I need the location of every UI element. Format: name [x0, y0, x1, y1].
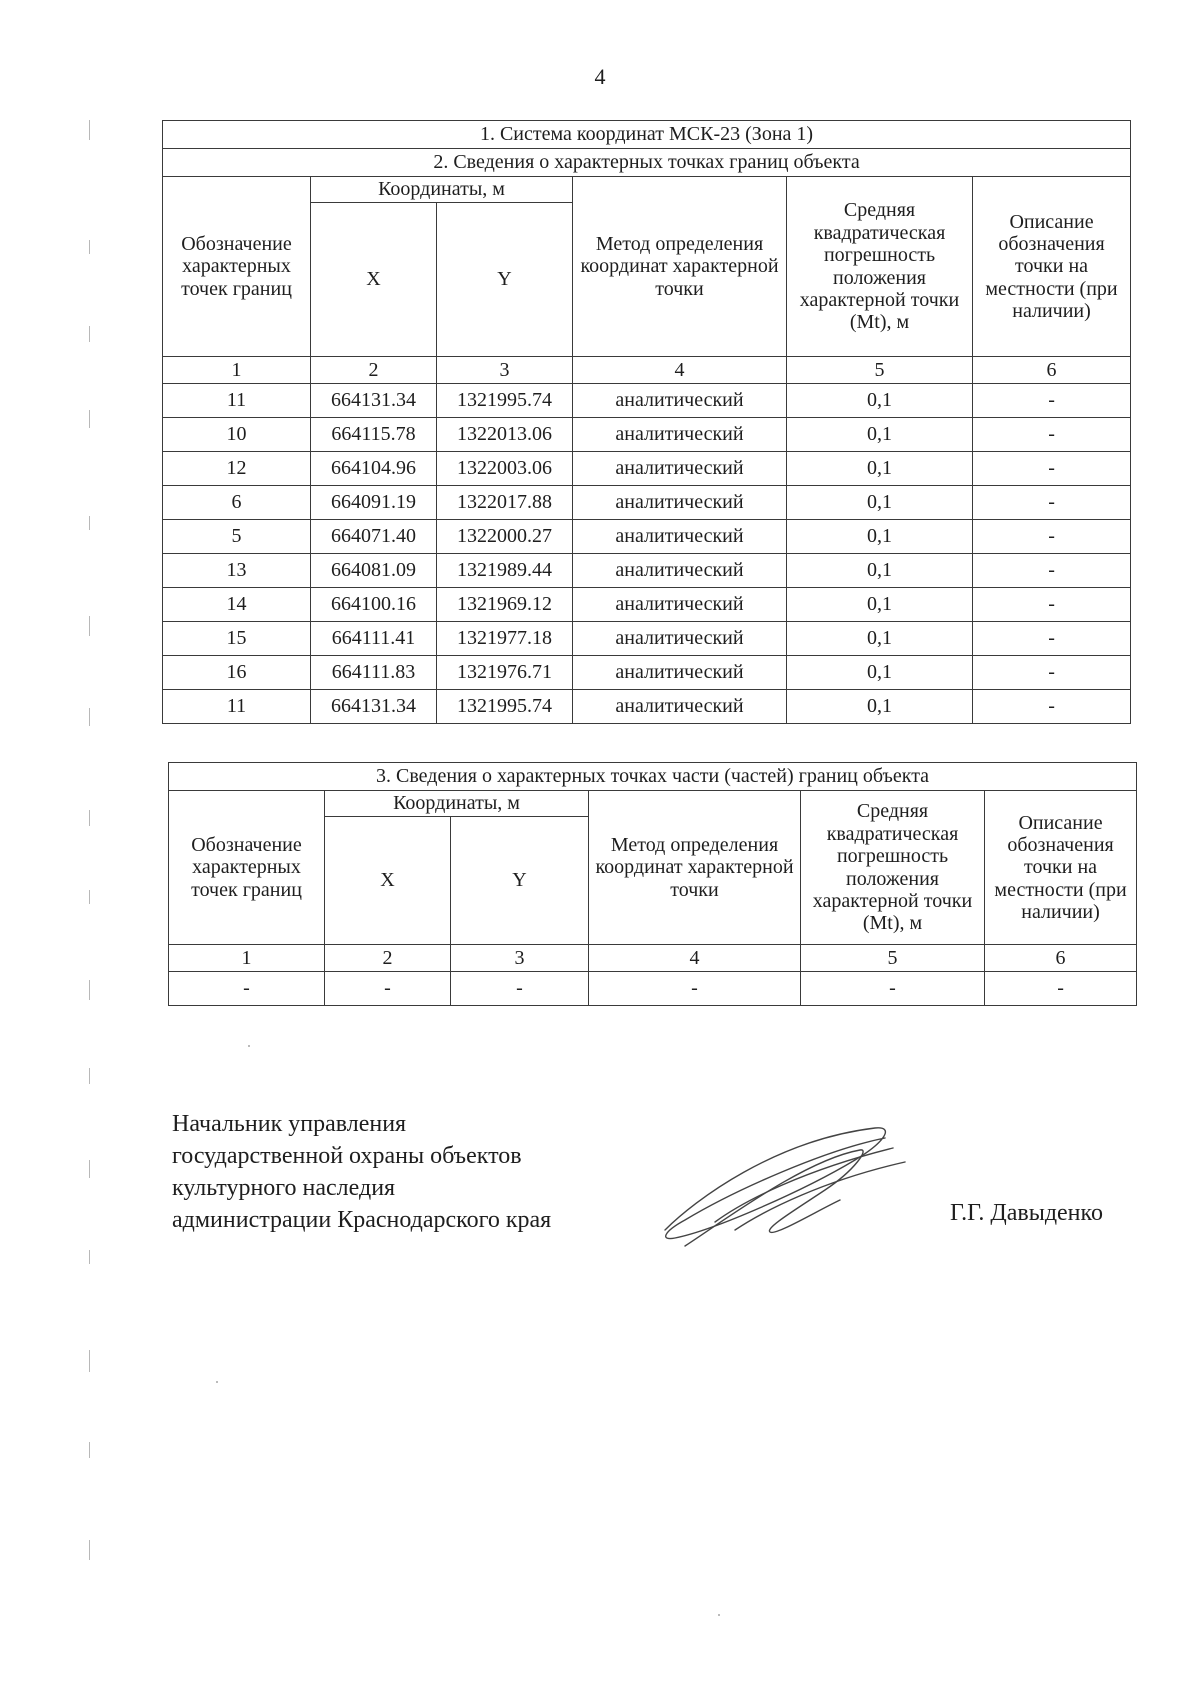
table-row	[163, 588, 1131, 622]
point-method: аналитический	[573, 520, 787, 554]
boundary-points-table	[162, 120, 1131, 724]
point-description: -	[973, 452, 1131, 486]
point-description: -	[973, 520, 1131, 554]
point-error: 0,1	[787, 452, 973, 486]
part-point-method: -	[589, 972, 801, 1006]
table-row	[163, 520, 1131, 554]
header-y: Y	[437, 203, 573, 357]
signatory-title	[172, 1108, 551, 1236]
point-description: -	[973, 554, 1131, 588]
header-method: Метод определения координат характерной точки	[573, 177, 787, 357]
column-number: 5	[801, 945, 985, 972]
point-id: 6	[163, 486, 311, 520]
column-number: 1	[163, 357, 311, 384]
table-row	[169, 972, 1137, 1006]
header-method: Метод определения координат характерной точки	[589, 791, 801, 945]
point-method: аналитический	[573, 452, 787, 486]
point-y: 1322000.27	[437, 520, 573, 554]
point-id: 15	[163, 622, 311, 656]
point-id: 14	[163, 588, 311, 622]
part-boundary-points-table	[168, 762, 1137, 1006]
table-row	[163, 384, 1131, 418]
column-number: 5	[787, 357, 973, 384]
point-x: 664115.78	[311, 418, 437, 452]
point-id: 5	[163, 520, 311, 554]
point-y: 1321977.18	[437, 622, 573, 656]
table-row	[163, 486, 1131, 520]
column-number: 1	[169, 945, 325, 972]
column-number: 4	[589, 945, 801, 972]
point-id: 11	[163, 690, 311, 724]
scan-speck	[216, 1381, 218, 1383]
scan-speck	[718, 1614, 720, 1616]
point-method: аналитический	[573, 418, 787, 452]
point-x: 664131.34	[311, 384, 437, 418]
point-error: 0,1	[787, 588, 973, 622]
table-row	[163, 554, 1131, 588]
point-id: 13	[163, 554, 311, 588]
column-number: 6	[973, 357, 1131, 384]
part-point-description: -	[985, 972, 1137, 1006]
point-y: 1321989.44	[437, 554, 573, 588]
header-coordinates: Координаты, м	[311, 177, 573, 203]
header-designation: Обозначение характерных точек границ	[169, 791, 325, 945]
section1-title: 1. Система координат МСК-23 (Зона 1)	[163, 121, 1131, 149]
point-x: 664111.83	[311, 656, 437, 690]
point-description: -	[973, 486, 1131, 520]
point-error: 0,1	[787, 384, 973, 418]
point-x: 664071.40	[311, 520, 437, 554]
table-row	[163, 418, 1131, 452]
point-y: 1321969.12	[437, 588, 573, 622]
column-number: 3	[437, 357, 573, 384]
point-description: -	[973, 418, 1131, 452]
point-description: -	[973, 588, 1131, 622]
part-point-x: -	[325, 972, 451, 1006]
column-number: 2	[311, 357, 437, 384]
header-y: Y	[451, 817, 589, 945]
point-method: аналитический	[573, 656, 787, 690]
table-row	[163, 656, 1131, 690]
point-error: 0,1	[787, 690, 973, 724]
point-method: аналитический	[573, 622, 787, 656]
point-x: 664104.96	[311, 452, 437, 486]
point-y: 1322003.06	[437, 452, 573, 486]
point-error: 0,1	[787, 520, 973, 554]
point-error: 0,1	[787, 418, 973, 452]
point-description: -	[973, 690, 1131, 724]
section3-title: 3. Сведения о характерных точках части (частей) границ объекта	[169, 763, 1137, 791]
signatory-title-line: Начальник управления	[172, 1111, 407, 1137]
part-point-y: -	[451, 972, 589, 1006]
point-y: 1321995.74	[437, 384, 573, 418]
table-row	[163, 452, 1131, 486]
signatory-title-line: администрации Краснодарского края	[172, 1207, 552, 1233]
handwritten-signature	[655, 1120, 915, 1260]
point-y: 1321995.74	[437, 690, 573, 724]
point-description: -	[973, 622, 1131, 656]
header-error: Средняя квадратическая погрешность положения характерной точки (Mt), м	[801, 791, 985, 945]
binding-margin-marks	[89, 120, 92, 1600]
signatory-name: Г.Г. Давыденко	[950, 1200, 1103, 1226]
point-error: 0,1	[787, 622, 973, 656]
point-x: 664100.16	[311, 588, 437, 622]
point-id: 11	[163, 384, 311, 418]
header-x: X	[311, 203, 437, 357]
point-error: 0,1	[787, 486, 973, 520]
column-number-row	[163, 357, 1131, 384]
point-x: 664111.41	[311, 622, 437, 656]
point-id: 10	[163, 418, 311, 452]
point-y: 1322017.88	[437, 486, 573, 520]
point-description: -	[973, 384, 1131, 418]
column-number: 4	[573, 357, 787, 384]
point-method: аналитический	[573, 486, 787, 520]
column-number: 2	[325, 945, 451, 972]
point-method: аналитический	[573, 384, 787, 418]
section2-title: 2. Сведения о характерных точках границ объекта	[163, 149, 1131, 177]
table-row	[163, 622, 1131, 656]
scan-speck	[248, 1045, 250, 1047]
point-description: -	[973, 656, 1131, 690]
point-id: 16	[163, 656, 311, 690]
column-number: 3	[451, 945, 589, 972]
signatory-title-line: государственной охраны объектов	[172, 1143, 522, 1169]
point-error: 0,1	[787, 554, 973, 588]
table-row	[163, 690, 1131, 724]
column-number-row	[169, 945, 1137, 972]
point-method: аналитический	[573, 588, 787, 622]
part-point-id: -	[169, 972, 325, 1006]
point-y: 1322013.06	[437, 418, 573, 452]
point-id: 12	[163, 452, 311, 486]
header-description: Описание обозначения точки на местности (при наличии)	[985, 791, 1137, 945]
point-x: 664131.34	[311, 690, 437, 724]
column-number: 6	[985, 945, 1137, 972]
header-designation: Обозначение характерных точек границ	[163, 177, 311, 357]
header-error: Средняя квадратическая погрешность положения характерной точки (Mt), м	[787, 177, 973, 357]
point-method: аналитический	[573, 554, 787, 588]
point-x: 664091.19	[311, 486, 437, 520]
header-description: Описание обозначения точки на местности (при наличии)	[973, 177, 1131, 357]
part-point-error: -	[801, 972, 985, 1006]
page-number: 4	[594, 64, 606, 89]
point-x: 664081.09	[311, 554, 437, 588]
point-method: аналитический	[573, 690, 787, 724]
header-coordinates: Координаты, м	[325, 791, 589, 817]
point-y: 1321976.71	[437, 656, 573, 690]
point-error: 0,1	[787, 656, 973, 690]
header-x: X	[325, 817, 451, 945]
signatory-title-line: культурного наследия	[172, 1175, 396, 1201]
